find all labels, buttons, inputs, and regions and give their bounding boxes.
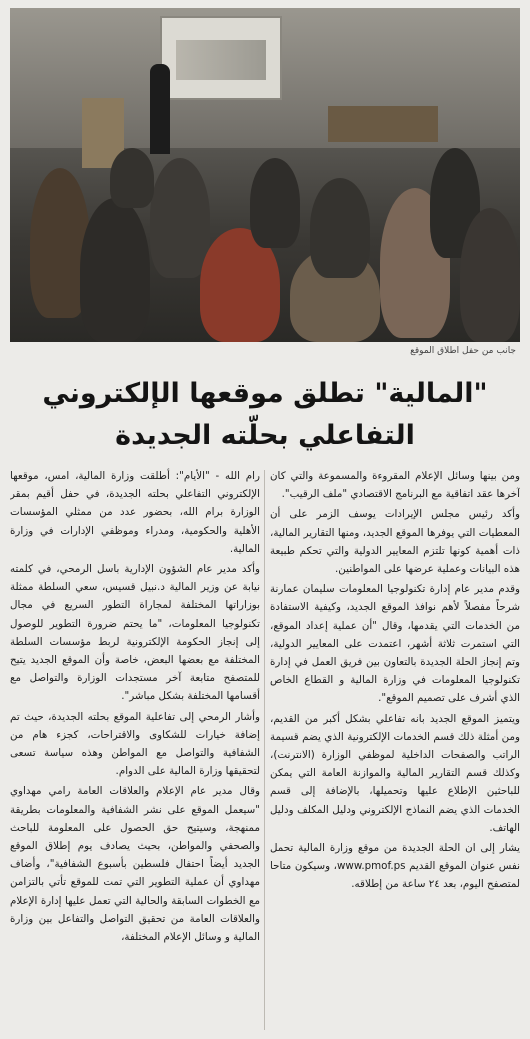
speaker-figure xyxy=(150,64,170,154)
panel-table xyxy=(328,106,438,142)
paragraph: ومن بينها وسائل الإعلام المقروءة والمسموعة والتي كان آخرها عقد اتفاقية مع البرنامج الاقتصادي "ملف الرقيب". xyxy=(270,470,520,501)
paragraph: رام الله - "الأيام": أطلقت وزارة المالية، امس، موقعها الإلكتروني التفاعلي بحلته الجديدة، في حفل أقيم بمقر الوزارة برام الله، بحضور عدد من ممثلي المؤسسات الأهلية والحكومية، ومدراء وموظفي الإدارات في وزارة المالية. xyxy=(10,470,260,555)
projection-screen xyxy=(160,16,282,100)
right-column xyxy=(10,467,260,1031)
photo-caption: جانب من حفل اطلاق الموقع xyxy=(410,346,516,356)
headline-line-2: التفاعلي بحلّته الجديدة xyxy=(115,420,415,451)
event-photo xyxy=(10,8,520,342)
headline-line-1: "المالية" تطلق موقعها الإلكتروني xyxy=(42,378,488,409)
article-body xyxy=(10,467,520,1031)
paragraph: ويتميز الموقع الجديد بانه تفاعلي بشكل أكبر من القديم، ومن أمثلة ذلك قسم الخدمات الإلكترونية الذي يضم قسيمة الراتب والصفحات الداخلية لموظفي الوزارة (الانترنت)، وكذلك قسم التقارير المالية والموازنة العامة التي يمكن للباحثين الإطلاع عليها وتحميلها، بالإضافة إلى قسم الخدمات الذي يضم النماذج الإلكتروني ودليل المكلف ودليل الهاتف. xyxy=(270,712,520,834)
paragraph: وأكد رئيس مجلس الإيرادات يوسف الزمر على أن المعطيات التي يوفرها الموقع الجديد، ومنها التقارير المالية، ذات أهمية كونها تلتزم المعايير الدولية والتي تحكم طبيعة هذه البيانات وعملية عرضها على المواطنين. xyxy=(270,508,520,576)
audience xyxy=(10,148,520,342)
paragraph: يشار إلى ان الحلة الجديدة من موقع وزارة المالية تحمل نفس عنوان الموقع القديم www.pmof.ps، وسيكون متاحا لمتصفح اليوم، بعد ٢٤ ساعة من إطلاقه. xyxy=(270,842,520,891)
left-column xyxy=(270,467,520,1031)
paragraph: وأكد مدير عام الشؤون الإدارية باسل الرمحي، في كلمته نيابة عن وزير المالية د.نبيل قسيس، سعي السلطة ممثلة بوزاراتها المختلفة لمجاراة التطور السريع في مجال تكنولوجيا المعلومات، "ما يحتم ضرورة التطوير للوصول إلى إنجاز الحكومة الإلكترونية لربط مؤسسات السلطة المختلفة مع بعضها البعض، خاصة وأن الموقع الجديد يتيح للمتصفح متابعة آخر مستجدات الوزارة والتواصل مع أقسامها المختلفة بشكل مباشر". xyxy=(10,563,260,703)
paragraph: وأشار الرمحي إلى تفاعلية الموقع بحلته الجديدة، حيث تم إضافة خيارات للشكاوى والاقتراحات، كجزء هام من الشفافية والتواصل مع المواطن وهذه سياسة تسعى لتحقيقها وزارة المالية على الدوام. xyxy=(10,710,260,778)
paragraph: وقدم مدير عام إدارة تكنولوجيا المعلومات سليمان عمارنة شرحاً مفصلاً لأهم نوافذ الموقع الجديد، وكيفية الاستفادة من الخدمات التي يقدمها، وقال "أن عملية إعداد الموقع، التي استمرت ثلاثة أشهر، اعتمدت على المعايير الدولية، وتم إنجاز الحلة الجديدة بالتعاون بين فريق العمل في إدارة تكنولوجيا المعلومات في وزارة المالية و القطاع الخاص الذي أشرف على تصميم الموقع". xyxy=(270,583,520,705)
paragraph: وقال مدير عام الإعلام والعلاقات العامة رامي مهداوي "سيعمل الموقع على نشر الشفافية والمعلومات بطريقة ممنهجة، وسيتيح حق الحصول على المعلومة للباحث والصحفي والمواطن، بحيث يصادف يوم إطلاق الموقع الجديد أيضاً احتفال فلسطين بأسبوع الشفافية"، وأضاف مهداوي أن عملية التطوير التي تمت للموقع تأتي بالتزامن مع الخطوات السابقة والحالية التي تعمل عليها إدارة الإعلام والعلاقات العامة من تحقيق التواصل والتفاعل بين وزارة المالية و وسائل الإعلام المختلفة، xyxy=(10,785,260,944)
